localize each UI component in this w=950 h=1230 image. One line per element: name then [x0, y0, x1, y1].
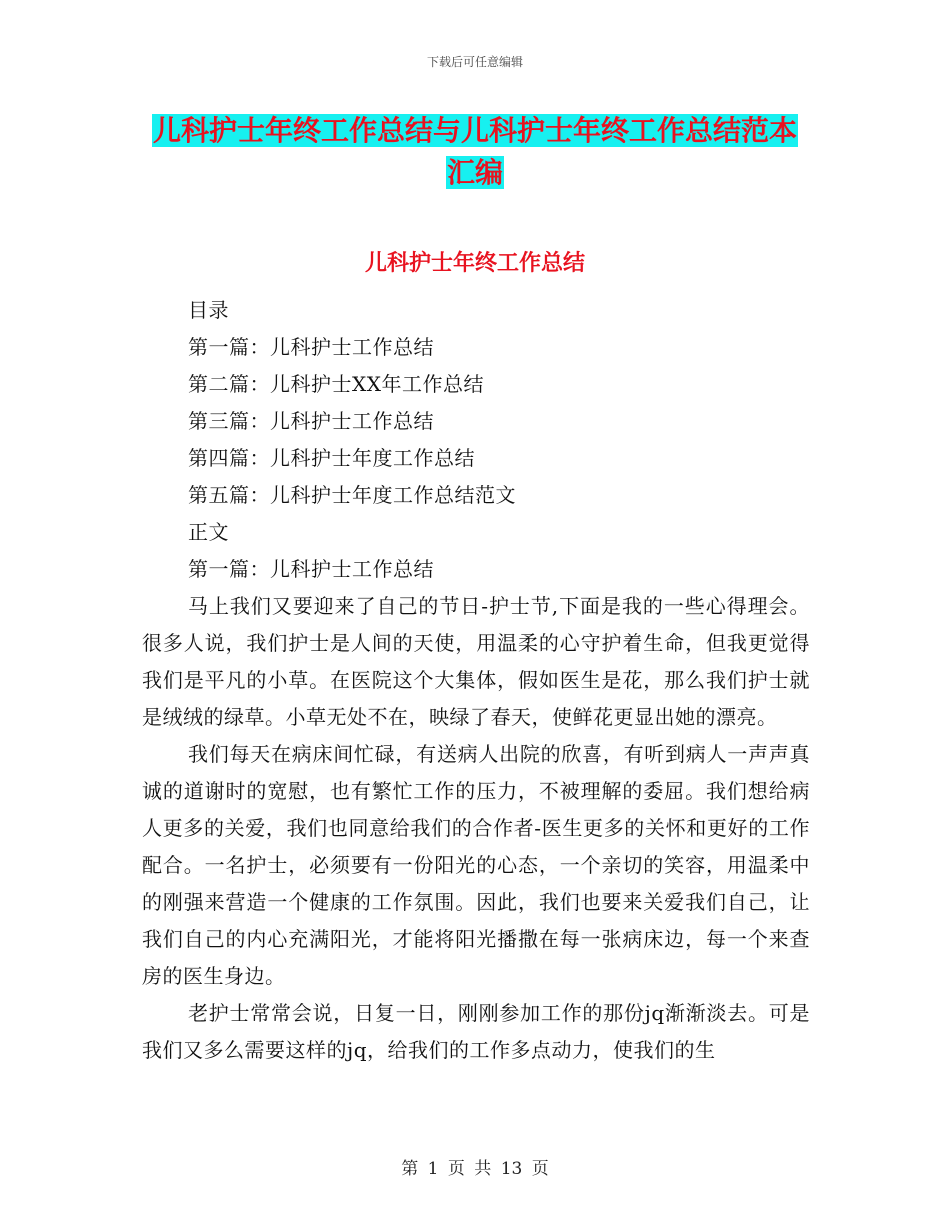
toc-item: 第五篇：儿科护士年度工作总结范文: [188, 483, 516, 507]
document-title: [140, 110, 810, 194]
section-title: 儿科护士年终工作总结: [364, 251, 585, 276]
title-line-1: 儿科护士年终工作总结与儿科护士年终工作总结范本: [152, 114, 797, 147]
zhengwen-label: 正文: [188, 520, 229, 544]
toc-item: 第四篇：儿科护士年度工作总结: [188, 446, 475, 470]
paragraph: 我们每天在病床间忙碌，有送病人出院的欣喜，有听到病人一声声真诚的道谢时的宽慰，也有繁忙工作的压力，不被理解的委屈。我们想给病人更多的关爱，我们也同意给我们的合作者-医生更多的关怀和更好的工作配合。一名护士，必须要有一份阳光的心态，一个亲切的笑容，用温柔中的刚强来营造一个健康的工作氛围。因此，我们也要来关爱我们自己，让我们自己的内心充满阳光，才能将阳光播撒在每一张病床边，每一个来查房的医生身边。: [142, 742, 810, 988]
header-note: 下载后可任意编辑: [426, 55, 523, 69]
page-footer: 第 1 页 共 13 页: [401, 1159, 549, 1179]
toc-item: 第二篇：儿科护士XX年工作总结: [188, 372, 484, 396]
toc-item: 第三篇：儿科护士工作总结: [188, 409, 434, 433]
toc-item: 第一篇：儿科护士工作总结: [188, 335, 434, 359]
title-line-2: 汇编: [446, 156, 503, 189]
section-heading: 第一篇：儿科护士工作总结: [188, 557, 434, 581]
paragraph: 马上我们又要迎来了自己的节日-护士节,下面是我的一些心得理会。很多人说，我们护士是人间的天使，用温柔的心守护着生命，但我更觉得我们是平凡的小草。在医院这个大集体，假如医生是花，那么我们护士就是绒绒的绿草。小草无处不在，映绿了春天，使鲜花更显出她的漂亮。: [142, 594, 810, 729]
paragraph: 老护士常常会说，日复一日，刚刚参加工作的那份jq渐渐淡去。可是我们又多么需要这样的jq，给我们的工作多点动力，使我们的生: [142, 1001, 810, 1062]
document-body: [142, 292, 810, 1069]
toc-heading: 目录: [188, 298, 229, 322]
